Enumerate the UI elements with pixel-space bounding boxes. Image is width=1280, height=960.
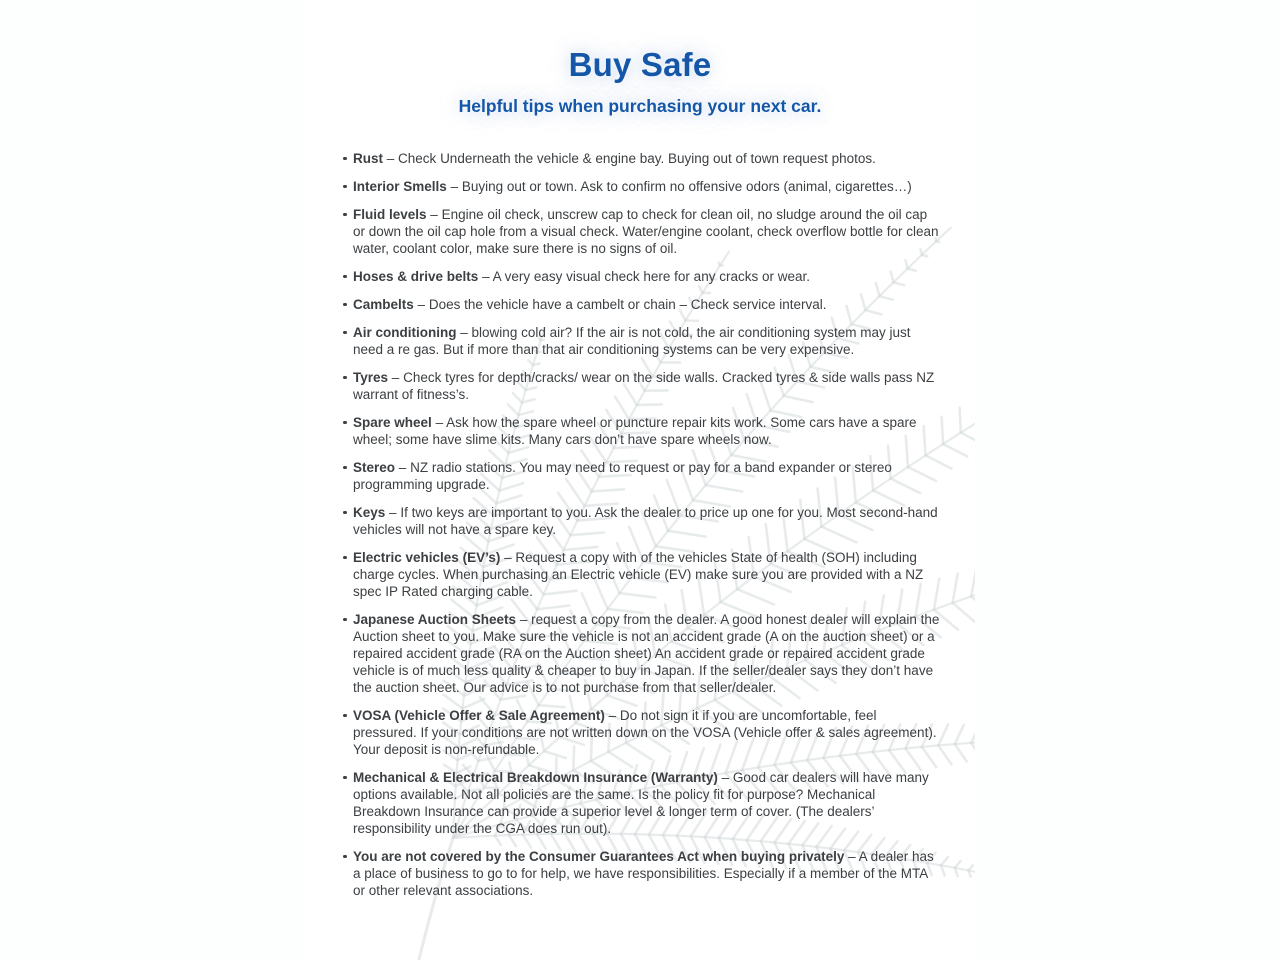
tip-term: Cambelts: [353, 296, 414, 312]
tip-item: [353, 848, 941, 899]
tip-separator: –: [482, 268, 490, 284]
tip-text: Good car dealers will have many options available. Not all policies are the same. Is the policy fit for purpose? Mechanical Breakdown Insurance can provide a superior level & longer term of cover. (The dealers’ responsibility under the CGA does run out).: [353, 769, 929, 836]
tip-text: NZ radio stations. You may need to request or pay for a band expander or stereo programming upgrade.: [353, 459, 892, 492]
tips-list: [353, 150, 941, 899]
tip-item: [353, 549, 941, 600]
document-content: [305, 0, 975, 899]
tip-separator: –: [450, 178, 459, 194]
tip-term: Fluid levels: [353, 206, 427, 222]
tip-term: You are not covered by the Consumer Guarantees Act when buying privately: [353, 848, 845, 864]
tip-separator: –: [721, 769, 730, 785]
tip-term: Japanese Auction Sheets: [353, 611, 517, 627]
tip-separator: –: [430, 206, 438, 222]
tip-text: If two keys are important to you. Ask the dealer to price up one for you. Most second-hand vehicles will not have a spare key.: [353, 504, 938, 537]
tip-term: Hoses & drive belts: [353, 268, 479, 284]
page-title: Buy Safe: [568, 46, 712, 83]
tip-text: request a copy from the dealer. A good honest dealer will explain the Auction sheet to you. Make sure the vehicle is not an accident grade (A on the auction sheet) or a repaired accident grade (RA on the Auction sheet) An accident grade or repaired accident grade vehicle is of much less quality & cheaper to buy in Japan. If the seller/dealer says they don’t have the auction sheet. Our advice is to not purchase from that seller/dealer.: [353, 611, 940, 695]
tip-text: Check tyres for depth/cracks/ wear on the side walls. Cracked tyres & side walls pass NZ warrant of fitness’s.: [353, 369, 935, 402]
page-subtitle: Helpful tips when purchasing your next car.: [458, 95, 822, 116]
tip-separator: –: [398, 459, 407, 475]
tip-separator: –: [848, 848, 856, 864]
tip-text: Does the vehicle have a cambelt or chain – Check service interval.: [428, 296, 827, 312]
tip-term: VOSA (Vehicle Offer & Sale Agreement): [353, 707, 605, 723]
tip-term: Keys: [353, 504, 386, 520]
tip-term: Spare wheel: [353, 414, 432, 430]
tip-separator: –: [391, 369, 400, 385]
tip-item: [353, 769, 941, 837]
tip-term: Air conditioning: [353, 324, 457, 340]
tip-item: [353, 150, 941, 167]
tip-separator: –: [417, 296, 426, 312]
tip-text: blowing cold air? If the air is not cold, the air conditioning system may just need a re gas. But if more than that air conditioning systems can be very expensive.: [353, 324, 911, 357]
tip-text: Check Underneath the vehicle & engine bay. Buying out of town request photos.: [398, 150, 876, 166]
tip-text: A very easy visual check here for any cracks or wear.: [492, 268, 810, 284]
tip-item: [353, 459, 941, 493]
tip-item: [353, 504, 941, 538]
tip-text: Ask how the spare wheel or puncture repair kits work. Some cars have a spare wheel; some have slime kits. Many cars don’t have spare wheels now.: [353, 414, 917, 447]
tip-item: [353, 178, 941, 195]
tip-text: Buying out or town. Ask to confirm no offensive odors (animal, cigarettes…): [461, 178, 912, 194]
document-page: [305, 0, 975, 960]
tip-item: [353, 324, 941, 358]
tip-term: Interior Smells: [353, 178, 447, 194]
tip-item: [353, 206, 941, 257]
tip-item: [353, 369, 941, 403]
tip-text: Do not sign it if you are uncomfortable, feel pressured. If your conditions are not written down on the VOSA (Vehicle offer & sales agreement). Your deposit is non-refundable.: [353, 707, 937, 757]
tip-term: Mechanical & Electrical Breakdown Insurance (Warranty): [353, 769, 718, 785]
tip-separator: –: [504, 549, 512, 565]
tip-text: A dealer has a place of business to go to for help, we have responsibilities. Especially if a member of the MTA or other relevant associations.: [353, 848, 934, 898]
tip-item: [353, 296, 941, 313]
tip-text: Engine oil check, unscrew cap to check for clean oil, no sludge around the oil cap or down the oil cap hole from a visual check. Water/engine coolant, check overflow bottle for clean water, coolant color, make sure there is no signs of oil.: [353, 206, 939, 256]
tip-separator: –: [389, 504, 397, 520]
tip-separator: –: [386, 150, 395, 166]
tip-term: Rust: [353, 150, 383, 166]
tip-term: Tyres: [353, 369, 389, 385]
tip-separator: –: [608, 707, 617, 723]
tip-term: Electric vehicles (EV’s): [353, 549, 501, 565]
tip-item: [353, 707, 941, 758]
tip-separator: –: [435, 414, 444, 430]
tip-separator: –: [519, 611, 528, 627]
tip-item: [353, 611, 941, 696]
tip-item: [353, 414, 941, 448]
tip-text: Request a copy with of the vehicles State of health (SOH) including charge cycles. When purchasing an Electric vehicle (EV) make sure you are provided with a NZ spec IP Rated charging cable.: [353, 549, 924, 599]
tip-term: Stereo: [353, 459, 396, 475]
tip-separator: –: [460, 324, 468, 340]
tip-item: [353, 268, 941, 285]
